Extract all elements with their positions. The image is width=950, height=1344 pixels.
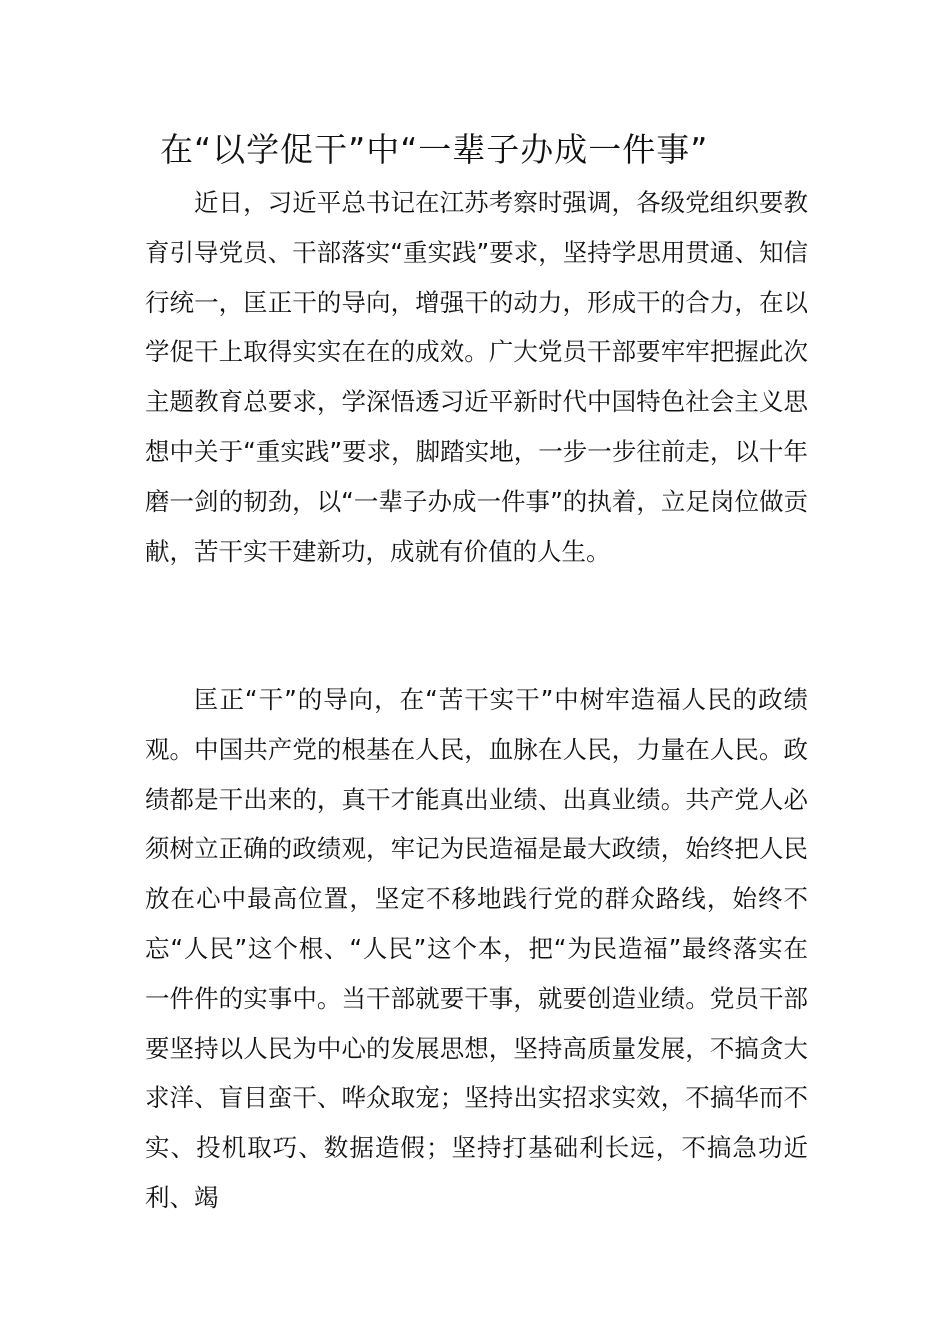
paragraph-2: 匡正“干”的导向，在“苦干实干”中树牢造福人民的政绩观。中国共产党的根基在人民，血脉在人民，力量在人民。政绩都是干出来的，真干才能真出业绩、出真业绩。共产党人必须树立正确的政绩观，牢记为民造福是最大政绩，始终把人民放在心中最高位置，坚定不移地践行党的群众路线，始终不忘“人民”这个根、“人民”这个本，把“为民造福”最终落实在一件件的实事中。当干部就要干事，就要创造业绩。党员干部要坚持以人民为中心的发展思想，坚持高质量发展，不搞贪大求洋、盲目蛮干、哗众取宠；坚持出实招求实效，不搞华而不实、投机取巧、数据造假；坚持打基础利长远，不搞急功近利、竭 [145, 685, 808, 1212]
document-title: 在“以学促干”中“一辈子办成一件事” [160, 130, 709, 169]
paragraph-1: 近日，习近平总书记在江苏考察时强调，各级党组织要教育引导党员、干部落实“重实践”要求，坚持学思用贯通、知信行统一，匡正干的导向，增强干的动力，形成干的合力，在以学促干上取得实实在在的成效。广大党员干部要牢牢把握此次主题教育总要求，学深悟透习近平新时代中国特色社会主义思想中关于“重实践”要求，脚踏实地，一步一步往前走，以十年磨一剑的韧劲，以“一辈子办成一件事”的执着，立足岗位做贡献，苦干实干建新功，成就有价值的人生。 [145, 188, 808, 566]
